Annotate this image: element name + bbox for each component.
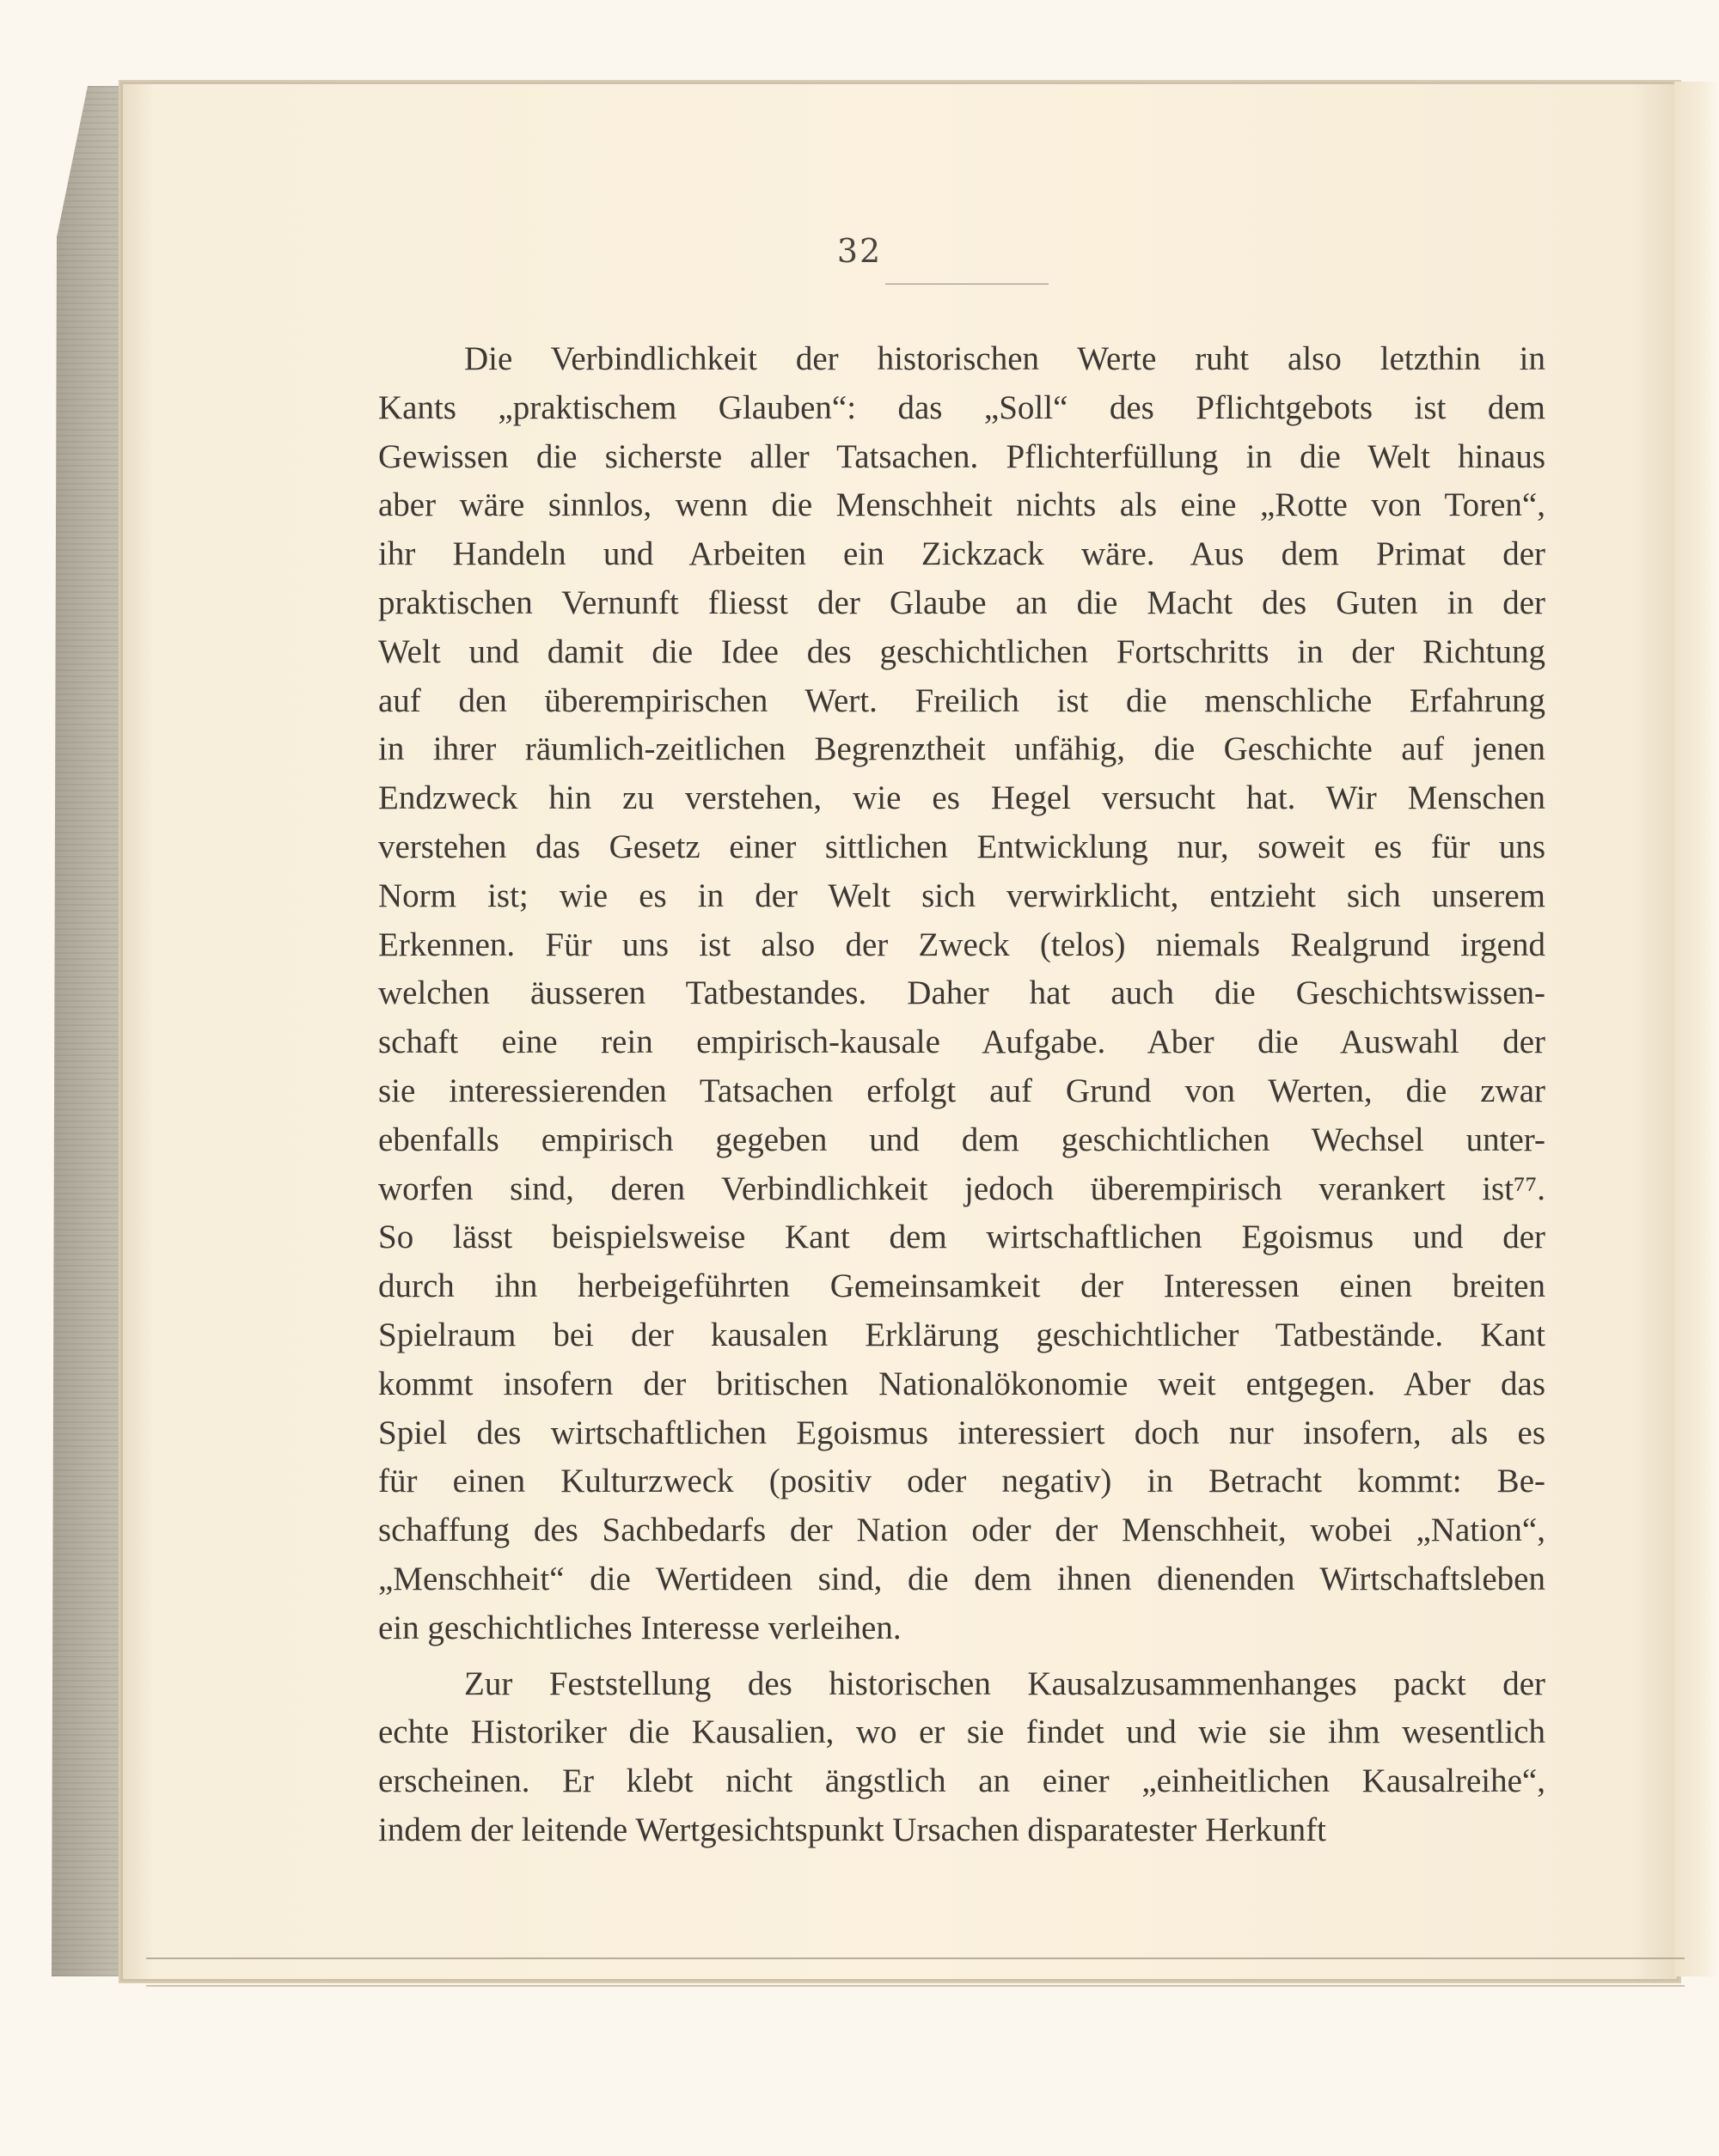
body-text (378, 335, 1545, 1855)
text-line: aber wäre sinnlos, wenn die Menschheit nichts als eine „Rotte von Toren“, (378, 486, 1545, 524)
text-line: erscheinen. Er klebt nicht ängstlich an einer „einheitlichen Kausalreihe“, (378, 1762, 1545, 1800)
text-line: Spiel des wirtschaftlichen Egoismus interessiert doch nur insofern, als es (378, 1414, 1545, 1451)
text-line: Die Verbindlichkeit der historischen Werte ruht also letzthin in (464, 340, 1545, 377)
text-line: praktischen Vernunft fliesst der Glaube an die Macht des Guten in der (378, 583, 1545, 621)
text-line: schaffung des Sachbedarfs der Nation oder der Menschheit, wobei „Nation“, (378, 1512, 1545, 1549)
paragraph (378, 335, 1545, 1653)
text-line: Gewissen die sicherste aller Tatsachen. Pflichterfüllung in die Welt hinaus (378, 437, 1545, 475)
paragraph (378, 1660, 1545, 1855)
text-line: ein geschichtliches Interesse verleihen. (378, 1609, 902, 1646)
page-number: 32 (836, 232, 883, 270)
text-line: worfen sind, deren Verbindlichkeit jedoch überempirisch verankert ist⁷⁷. (378, 1170, 1545, 1207)
text-line: Welt und damit die Idee des geschichtlichen Fortschritts in der Richtung (378, 632, 1545, 670)
text-line: So lässt beispielsweise Kant dem wirtschaftlichen Egoismus und der (378, 1218, 1545, 1256)
text-line: Spielraum bei der kausalen Erklärung geschichtlicher Tatbestände. Kant (378, 1316, 1545, 1353)
text-line: verstehen das Gesetz einer sittlichen Entwicklung nur, soweit es für uns (378, 828, 1545, 865)
text-line: welchen äusseren Tatbestandes. Daher hat auch die Geschichtswissen- (378, 974, 1545, 1012)
text-line: auf den überempirischen Wert. Freilich ist die menschliche Erfahrung (378, 681, 1545, 719)
text-line: indem der leitende Wertgesichtspunkt Ursachen disparatester Herkunft (378, 1811, 1326, 1848)
text-line: für einen Kulturzweck (positiv oder negativ) in Betracht kommt: Be- (378, 1463, 1545, 1500)
text-line: Zur Feststellung des historischen Kausalzusammenhanges packt der (464, 1664, 1545, 1702)
text-line: Kants „praktischem Glauben“: das „Soll“ des Pflichtgebots ist dem (378, 388, 1545, 426)
text-line: ebenfalls empirisch gegeben und dem geschichtlichen Wechsel unter- (378, 1121, 1545, 1158)
text-line: Endzweck hin zu verstehen, wie es Hegel versucht hat. Wir Menschen (378, 779, 1545, 817)
text-line: schaft eine rein empirisch-kausale Aufgabe. Aber die Auswahl der (378, 1023, 1545, 1061)
paragraph-gap (378, 1653, 1545, 1660)
text-line: ihr Handeln und Arbeiten ein Zickzack wäre. Aus dem Primat der (378, 535, 1545, 573)
page-bottom-edge (146, 1958, 1685, 1987)
text-line: Norm ist; wie es in der Welt sich verwirklicht, entzieht sich unserem (378, 876, 1545, 914)
page-edge (1674, 82, 1719, 1976)
text-line: in ihrer räumlich-zeitlichen Begrenztheit unfähig, die Geschichte auf jenen (378, 730, 1545, 768)
text-line: echte Historiker die Kausalien, wo er sie findet und wie sie ihm wesentlich (378, 1713, 1545, 1751)
text-line: Erkennen. Für uns ist also der Zweck (telos) niemals Realgrund irgend (378, 925, 1545, 963)
text-line: kommt insofern der britischen Nationalökonomie weit entgegen. Aber das (378, 1365, 1545, 1402)
text-line: sie interessierenden Tatsachen erfolgt auf Grund von Werten, die zwar (378, 1072, 1545, 1109)
text-line: durch ihn herbeigeführten Gemeinsamkeit der Interessen einen breiten (378, 1267, 1545, 1305)
text-line: „Menschheit“ die Wertideen sind, die dem ihnen dienenden Wirtschaftsleben (378, 1560, 1545, 1597)
